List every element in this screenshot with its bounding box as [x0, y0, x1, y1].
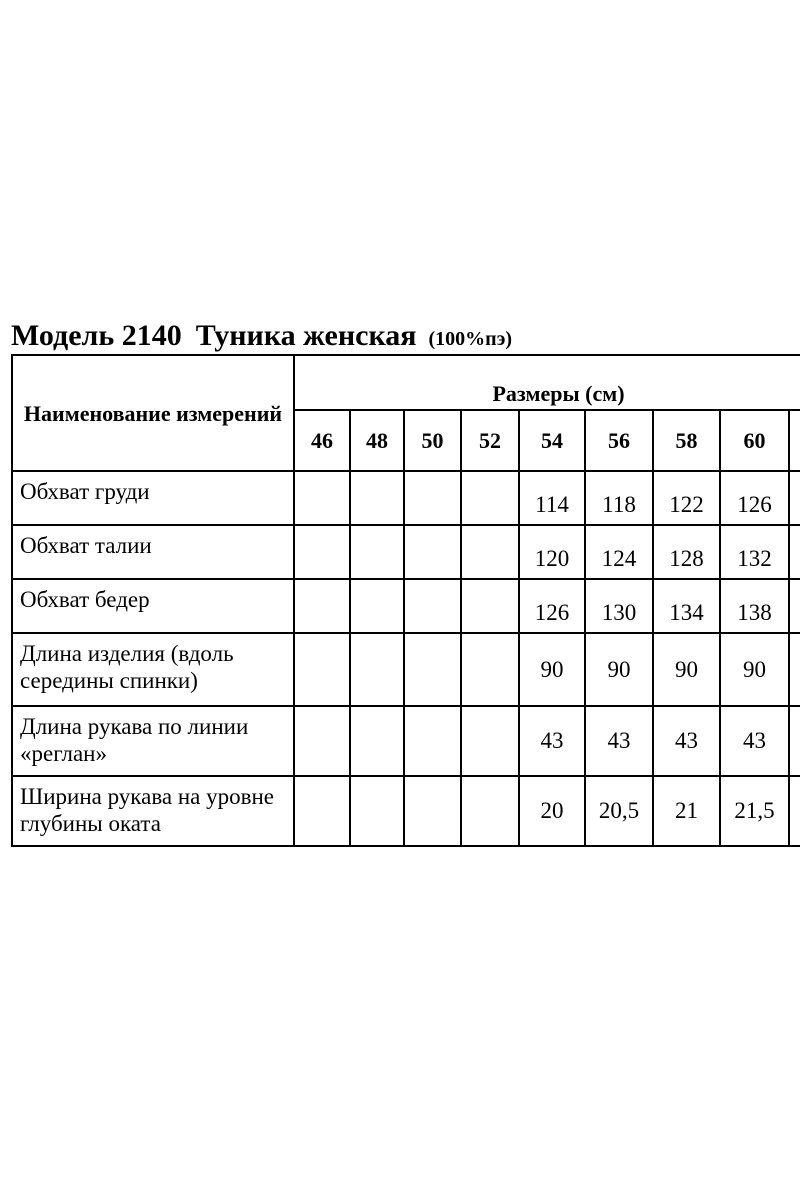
size-header-cell: 54 [519, 410, 585, 471]
table-cell: 124 [585, 525, 653, 579]
table-cell [350, 776, 404, 846]
table-cell: 90 [519, 633, 585, 706]
table-cell: 126 [720, 471, 789, 525]
table-cell: 114 [519, 471, 585, 525]
table-cell [350, 579, 404, 633]
table-cell [294, 776, 350, 846]
measurement-name-header: Наименование измерений [12, 355, 294, 471]
table-cell: 90 [653, 633, 720, 706]
table-row [12, 471, 800, 525]
size-header-cell: 60 [720, 410, 789, 471]
table-cell [350, 471, 404, 525]
table-cell [350, 525, 404, 579]
row-label: Длина изделия (вдоль середины спинки) [12, 633, 294, 706]
page-title [11, 318, 512, 357]
row-label: Длина рукава по линии «реглан» [12, 706, 294, 776]
table-cell [789, 706, 800, 776]
size-header-cell [789, 410, 800, 471]
table-cell [789, 525, 800, 579]
table-cell [404, 706, 461, 776]
size-header-cell: 50 [404, 410, 461, 471]
table-cell [294, 706, 350, 776]
table-cell: 43 [519, 706, 585, 776]
size-header-cell: 56 [585, 410, 653, 471]
model-number: Модель 2140 [11, 319, 182, 352]
table-cell [789, 776, 800, 846]
size-header-cell: 48 [350, 410, 404, 471]
table-cell [789, 579, 800, 633]
table-row [12, 776, 800, 846]
table-cell: 90 [720, 633, 789, 706]
table-cell: 43 [585, 706, 653, 776]
table-cell [789, 633, 800, 706]
table-cell [294, 471, 350, 525]
row-label: Ширина рукава на уровне глубины оката [12, 776, 294, 846]
table-cell [461, 471, 519, 525]
table-cell [461, 633, 519, 706]
table-cell: 20 [519, 776, 585, 846]
row-label: Обхват груди [12, 471, 294, 525]
table-row [12, 579, 800, 633]
table-cell: 134 [653, 579, 720, 633]
table-cell: 21,5 [720, 776, 789, 846]
table-cell [404, 633, 461, 706]
table-row [12, 525, 800, 579]
size-header-cell: 52 [461, 410, 519, 471]
table-cell: 43 [653, 706, 720, 776]
table-cell [461, 525, 519, 579]
table-cell [294, 525, 350, 579]
table-cell [294, 579, 350, 633]
table-cell: 118 [585, 471, 653, 525]
table-cell: 120 [519, 525, 585, 579]
table-row [12, 633, 800, 706]
size-header-cell: 58 [653, 410, 720, 471]
table-cell: 130 [585, 579, 653, 633]
table-row [12, 706, 800, 776]
table-cell [404, 525, 461, 579]
table-cell [404, 471, 461, 525]
table-cell: 20,5 [585, 776, 653, 846]
table-cell [789, 471, 800, 525]
table-cell [350, 633, 404, 706]
table-cell: 138 [720, 579, 789, 633]
table-cell [461, 776, 519, 846]
fabric-composition: (100%пэ) [428, 328, 513, 350]
table-cell [294, 633, 350, 706]
header-row-top [12, 355, 800, 410]
table-cell: 43 [720, 706, 789, 776]
table-cell: 132 [720, 525, 789, 579]
table-cell: 126 [519, 579, 585, 633]
table-cell [404, 579, 461, 633]
row-label: Обхват талии [12, 525, 294, 579]
table-cell [404, 776, 461, 846]
row-label: Обхват бедер [12, 579, 294, 633]
table-cell [461, 706, 519, 776]
garment-name: Туника женская [195, 319, 417, 352]
table-cell: 21 [653, 776, 720, 846]
sizes-header: Размеры (см) [294, 355, 800, 410]
table-cell: 122 [653, 471, 720, 525]
table-cell: 128 [653, 525, 720, 579]
table-cell [461, 579, 519, 633]
table-cell [350, 706, 404, 776]
size-header-cell: 46 [294, 410, 350, 471]
table-cell: 90 [585, 633, 653, 706]
size-chart-table [11, 354, 800, 847]
